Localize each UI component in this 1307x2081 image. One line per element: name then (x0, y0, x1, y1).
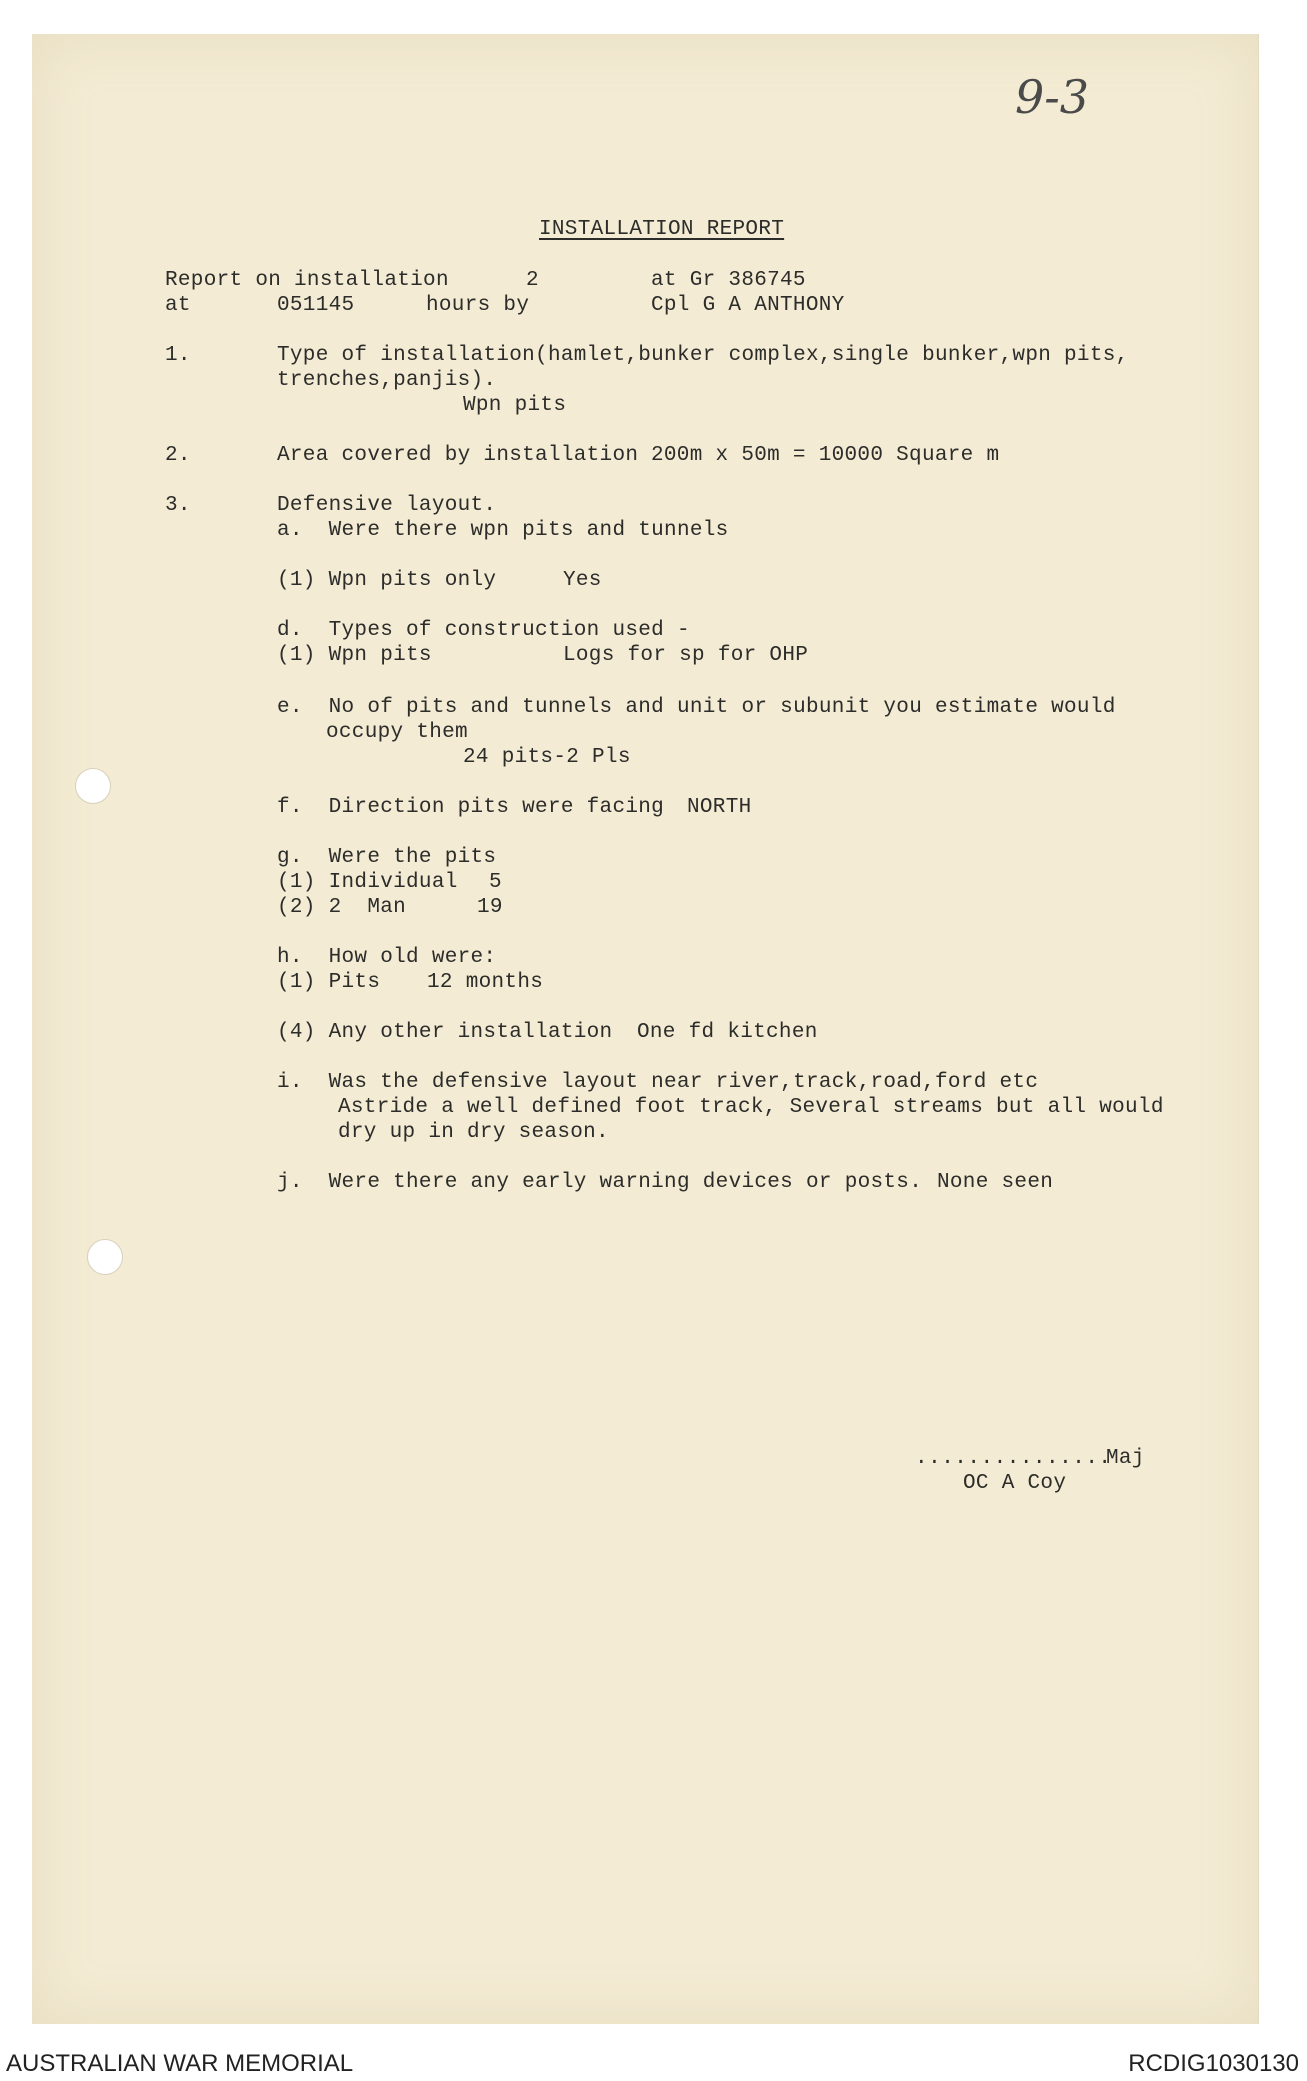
item3h4-answer: One fd kitchen (637, 1021, 818, 1044)
item3j-question: j. Were there any early warning devices or posts. (277, 1171, 923, 1194)
punch-hole (75, 768, 111, 804)
hours-by-label: hours by (426, 294, 530, 317)
handwritten-annotation: 9-3 (1015, 70, 1090, 124)
report-time: 051145 (277, 294, 355, 317)
item-number: 2. (165, 444, 191, 467)
signature-rank: Maj (1106, 1447, 1145, 1470)
item3g1-answer: 5 (489, 871, 502, 894)
item3e-question: e. No of pits and tunnels and unit or subunit you estimate would (277, 696, 1116, 719)
item3e-answer: 24 pits-2 Pls (463, 746, 631, 769)
item3h-question: h. How old were: (277, 946, 497, 969)
item3i-question: i. Was the defensive layout near river,track,road,ford etc (277, 1071, 1039, 1094)
item3g-question: g. Were the pits (277, 846, 497, 869)
footer-source: AUSTRALIAN WAR MEMORIAL (6, 2050, 354, 2077)
item1-question: Type of installation(hamlet,bunker complex,single bunker,wpn pits, (277, 344, 1129, 367)
item3f-answer: NORTH (687, 796, 752, 819)
installation-number: 2 (526, 269, 539, 292)
item3d1-answer: Logs for sp for OHP (563, 644, 809, 667)
item3e-question-cont: occupy them (326, 721, 468, 744)
item3f-question: f. Direction pits were facing (277, 796, 665, 819)
signature-unit: OC A Coy (963, 1472, 1067, 1495)
item3a1-answer: Yes (563, 569, 602, 592)
item2-question: Area covered by installation (277, 444, 639, 467)
item3i-answer: Astride a well defined foot track, Several streams but all would (338, 1096, 1164, 1119)
item3h4-label: (4) Any other installation (277, 1021, 613, 1044)
item3i-answer-cont: dry up in dry season. (338, 1121, 609, 1144)
grid-reference: at Gr 386745 (651, 269, 806, 292)
footer-id: RCDIG1030130 (1128, 2050, 1299, 2077)
signature-line: ............... (915, 1447, 1112, 1470)
item3g2-answer: 19 (477, 896, 503, 919)
report-on-label: Report on installation (165, 269, 449, 292)
item3g2-label: (2) 2 Man (277, 896, 407, 919)
item2-answer: 200m x 50m = 10000 Square m (651, 444, 1000, 467)
item3h1-answer: 12 months (427, 971, 544, 994)
item3d1-label: (1) Wpn pits (277, 644, 432, 667)
punch-hole (87, 1239, 123, 1275)
item-number: 1. (165, 344, 191, 367)
item3a-question: a. Were there wpn pits and tunnels (277, 519, 729, 542)
item3g1-label: (1) Individual (277, 871, 458, 894)
reported-by: Cpl G A ANTHONY (651, 294, 845, 317)
at-label: at (165, 294, 191, 317)
item3j-answer: None seen (937, 1171, 1054, 1194)
item1-answer: Wpn pits (463, 394, 567, 417)
item3a1-label: (1) Wpn pits only (277, 569, 497, 592)
item3h1-label: (1) Pits (277, 971, 381, 994)
item3-heading: Defensive layout. (277, 494, 497, 517)
item-number: 3. (165, 494, 191, 517)
item1-question-cont: trenches,panjis). (277, 369, 497, 392)
item3d-question: d. Types of construction used - (277, 619, 690, 642)
page-title: INSTALLATION REPORT (539, 218, 785, 241)
